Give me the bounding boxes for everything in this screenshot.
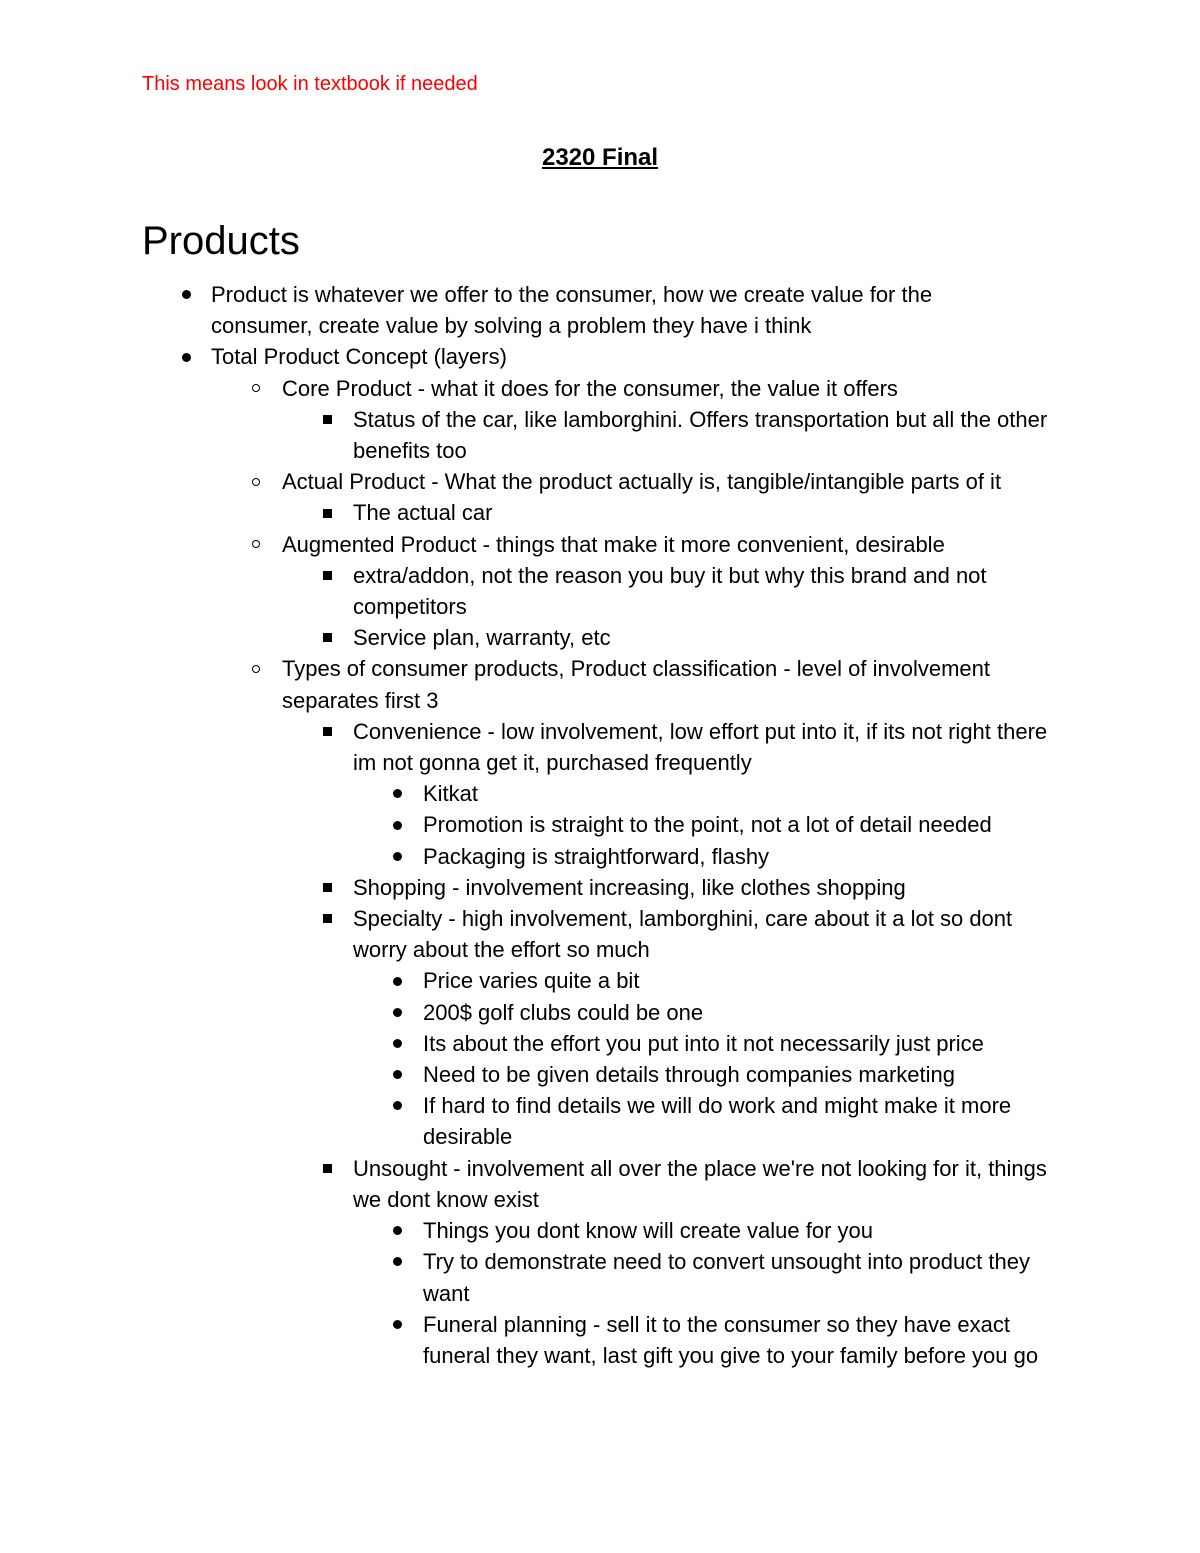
outline-sublist: [0, 560, 1200, 654]
section-heading-products: Products: [142, 219, 300, 263]
outline-item-level-4: [0, 1246, 1063, 1308]
outline-item-level-3: [0, 903, 1063, 965]
outline-item-level-3: [0, 497, 1063, 528]
bullet-dot-icon: [387, 809, 407, 840]
outline-item-text: Specialty - high involvement, lamborghini, care about it a lot so dont worry about the effort so much: [353, 906, 1013, 963]
outline-item-level-4: [0, 1215, 1063, 1246]
outline-item-text: Actual Product - What the product actually is, tangible/intangible parts of it: [282, 469, 1002, 495]
bullet-dot-icon: [387, 1309, 407, 1340]
outline-item-level-4: [0, 1028, 1063, 1059]
bullet-square-icon: [317, 560, 337, 591]
bullet-square-icon: [317, 404, 337, 435]
outline-item-text: Promotion is straight to the point, not a lot of detail needed: [423, 812, 992, 838]
outline-item-text: Product is whatever we offer to the consumer, how we create value for the consumer, create value by solving a problem they have i think: [211, 282, 933, 339]
outline-item-level-4: [0, 809, 1063, 840]
outline-item-level-4: [0, 778, 1063, 809]
outline-item-text: If hard to find details we will do work and might make it more desirable: [423, 1093, 1012, 1150]
outline-item-level-4: [0, 1309, 1063, 1371]
bullet-square-icon: [317, 872, 337, 903]
outline-item-text: Convenience - low involvement, low effort put into it, if its not right there im not gonna get it, purchased frequently: [353, 718, 1048, 776]
bullet-circle-icon: [246, 653, 266, 684]
outline-sublist: [0, 404, 1200, 466]
outline-item-level-2: [0, 529, 1062, 560]
outline-item-text: 200$ golf clubs could be one: [423, 999, 704, 1025]
outline-item-text: The actual car: [353, 500, 493, 526]
outline-item-level-1: [0, 341, 991, 372]
outline-item-text: Total Product Concept (layers): [211, 344, 507, 370]
outline-item-text: Unsought - involvement all over the place we're not looking for it, things we dont know exist: [353, 1155, 1047, 1212]
bullet-dot-icon: [387, 778, 407, 809]
bullet-dot-icon: [387, 1059, 407, 1090]
bullet-square-icon: [317, 716, 337, 747]
outline-item-level-2: [0, 373, 1062, 404]
outline-item-level-3: [0, 716, 1063, 778]
outline-item-level-3: [0, 622, 1063, 653]
outline-item-level-4: [0, 1059, 1063, 1090]
outline-item-text: Augmented Product - things that make it more convenient, desirable: [282, 531, 945, 557]
outline-sublist: [0, 716, 1200, 1371]
outline-item-text: Its about the effort you put into it not necessarily just price: [423, 1030, 984, 1056]
bullet-square-icon: [317, 1153, 337, 1184]
outline-sublist: [0, 965, 1200, 1152]
outline-item-text: Types of consumer products, Product classification - level of involvement separates first 3: [282, 656, 990, 713]
bullet-dot-icon: [387, 1215, 407, 1246]
outline-item-level-3: [0, 1153, 1063, 1215]
outline-item-text: Core Product - what it does for the consumer, the value it offers: [282, 375, 898, 401]
textbook-note: This means look in textbook if needed: [142, 73, 478, 95]
outline-item-level-4: [0, 997, 1063, 1028]
outline-item-level-4: [0, 841, 1063, 872]
outline-item-text: Service plan, warranty, etc: [353, 625, 611, 651]
outline-item-level-2: [0, 466, 1062, 497]
outline-item-level-4: [0, 1090, 1063, 1152]
outline-item-level-3: [0, 404, 1063, 466]
outline-sublist: [0, 497, 1200, 528]
outline-item-text: Status of the car, like lamborghini. Offers transportation but all the other benefits too: [353, 406, 1048, 464]
bullet-dot-icon: [176, 341, 196, 372]
outline-item-level-4: [0, 965, 1063, 996]
outline-item-text: Things you dont know will create value for you: [423, 1218, 874, 1244]
outline-item-text: Price varies quite a bit: [423, 968, 640, 994]
bullet-dot-icon: [387, 997, 407, 1028]
products-outline: [0, 279, 1200, 1371]
bullet-dot-icon: [387, 1090, 407, 1121]
outline-item-text: Funeral planning - sell it to the consumer so they have exact funeral they want, last gift you give to your family before you go: [423, 1311, 1039, 1368]
outline-item-level-3: [0, 560, 1063, 622]
bullet-square-icon: [317, 622, 337, 653]
document-title: 2320 Final: [541, 144, 659, 171]
bullet-dot-icon: [387, 1246, 407, 1277]
bullet-dot-icon: [387, 965, 407, 996]
outline-sublist: [0, 373, 1200, 1372]
bullet-square-icon: [317, 497, 337, 528]
outline-sublist: [0, 1215, 1200, 1371]
bullet-dot-icon: [387, 841, 407, 872]
bullet-circle-icon: [246, 466, 266, 497]
outline-sublist: [0, 778, 1200, 872]
outline-item-text: Need to be given details through companies marketing: [423, 1062, 955, 1088]
outline-item-level-2: [0, 653, 1062, 715]
bullet-circle-icon: [246, 373, 266, 404]
bullet-dot-icon: [387, 1028, 407, 1059]
outline-item-text: Try to demonstrate need to convert unsought into product they want: [423, 1249, 1030, 1306]
outline-item-level-3: [0, 872, 1063, 903]
bullet-circle-icon: [246, 529, 266, 560]
outline-item-text: Packaging is straightforward, flashy: [423, 843, 770, 869]
outline-item-text: extra/addon, not the reason you buy it but why this brand and not competitors: [353, 562, 987, 620]
bullet-square-icon: [317, 903, 337, 934]
outline-item-level-1: [0, 279, 991, 341]
outline-item-text: Shopping - involvement increasing, like clothes shopping: [353, 874, 906, 900]
bullet-dot-icon: [176, 279, 196, 310]
outline-item-text: Kitkat: [423, 781, 479, 807]
